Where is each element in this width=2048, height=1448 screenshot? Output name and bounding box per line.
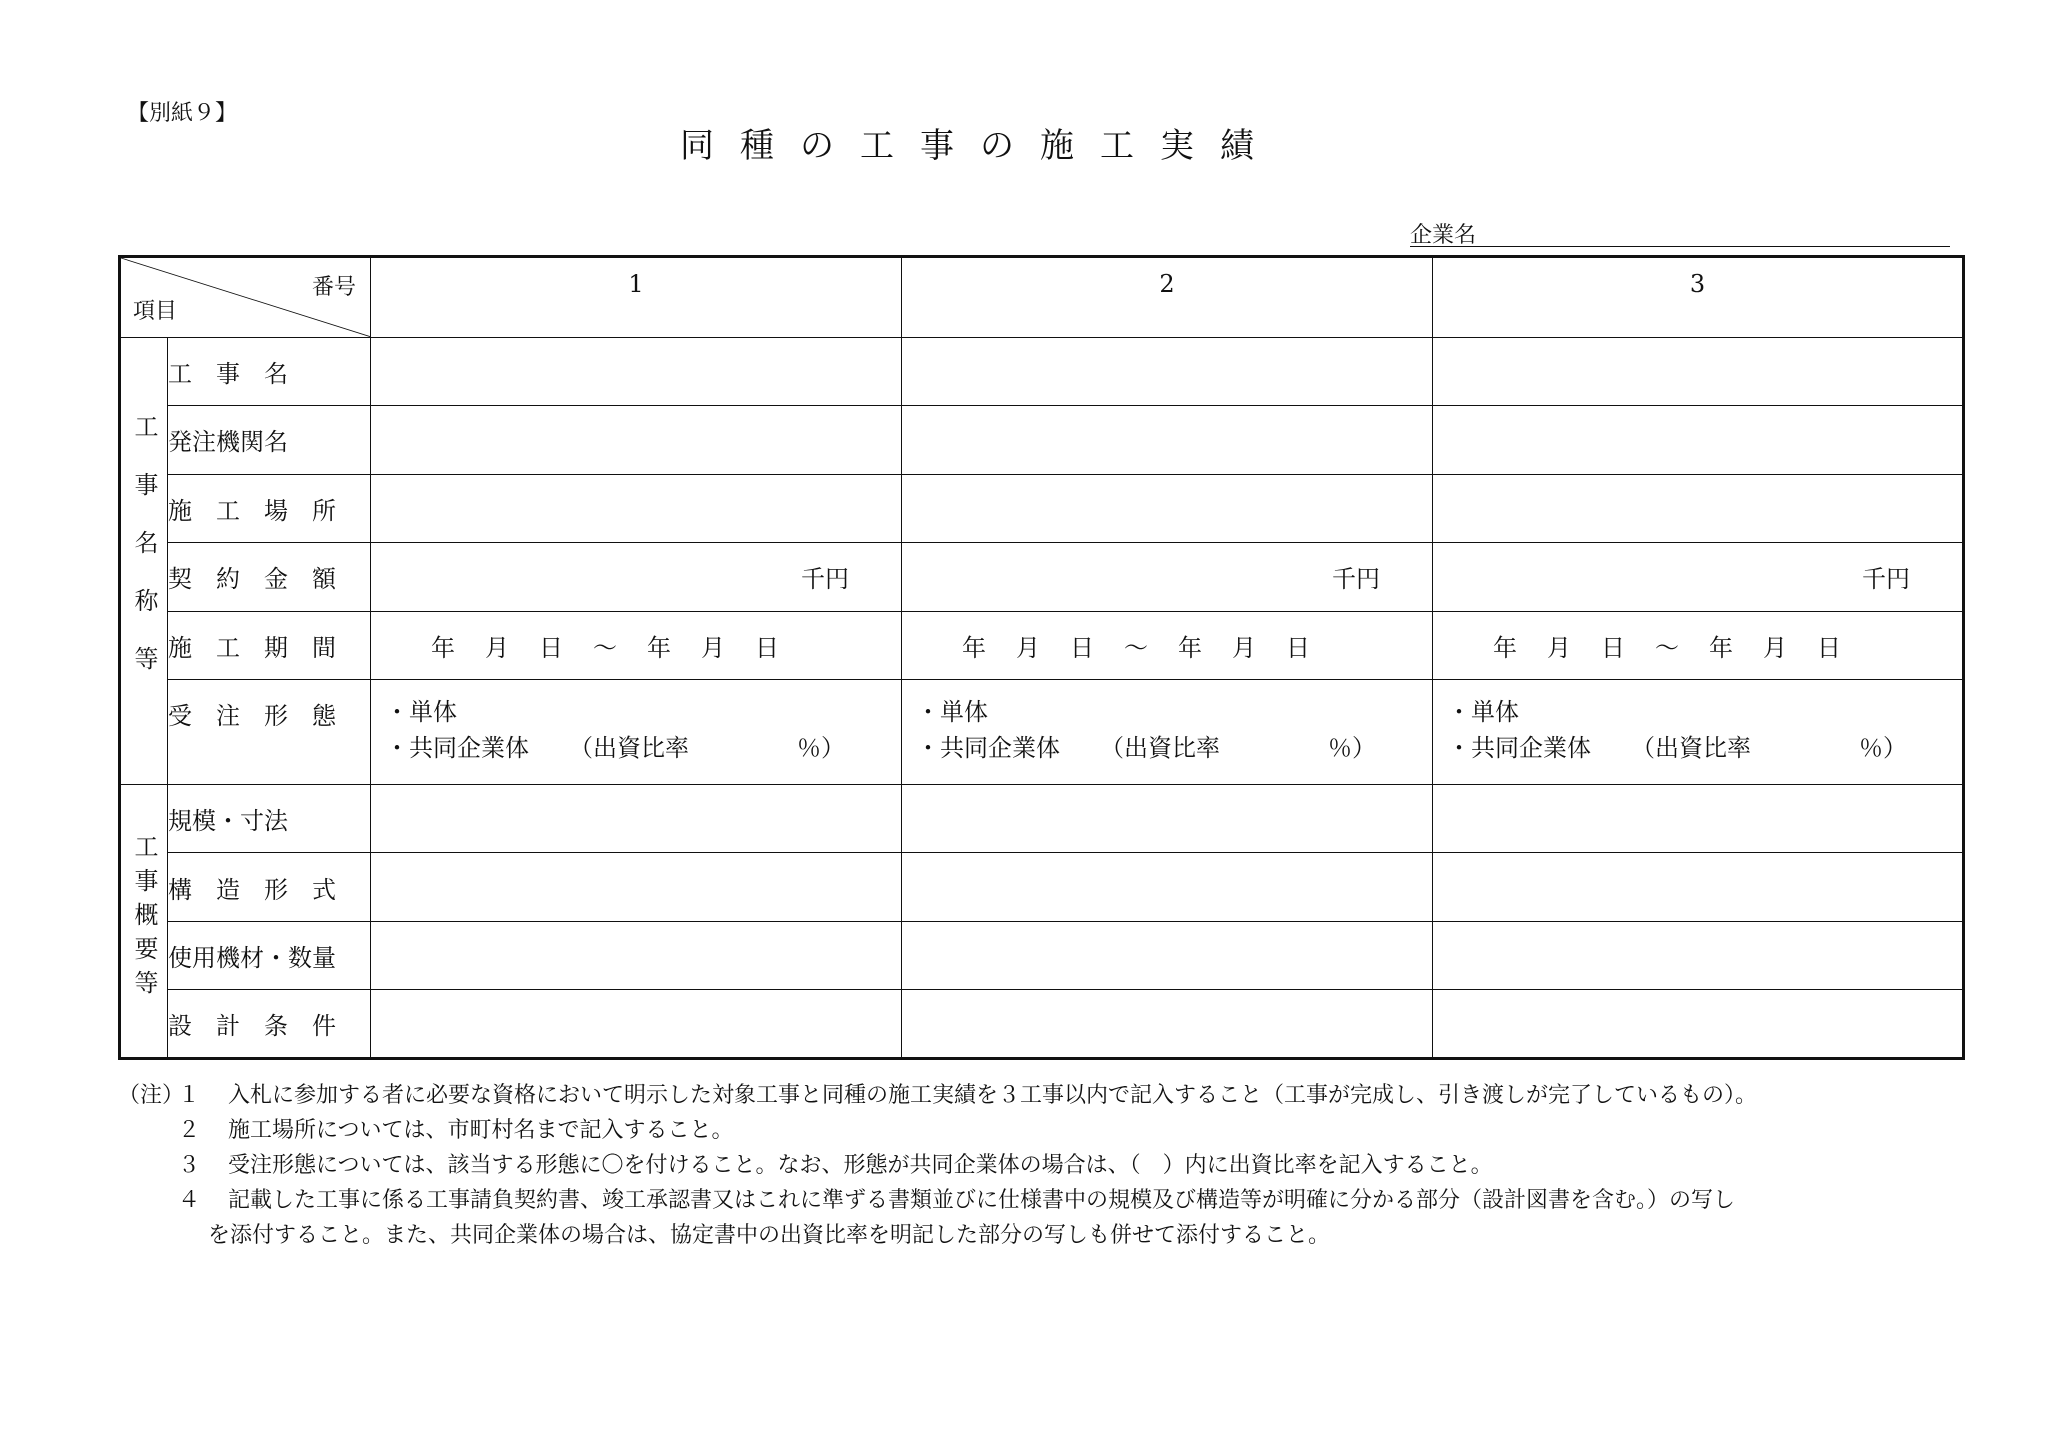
month-label: 月 bbox=[485, 633, 509, 662]
note-number: １ bbox=[178, 1083, 201, 1108]
input-cell[interactable] bbox=[371, 474, 902, 543]
tilde: ～ bbox=[1655, 633, 1679, 662]
amount-cell[interactable] bbox=[371, 543, 902, 612]
corner-item-label: 項目 bbox=[133, 298, 178, 324]
input-cell[interactable] bbox=[1433, 337, 1964, 406]
note-4 bbox=[118, 1183, 1978, 1218]
input-cell[interactable] bbox=[1433, 406, 1964, 475]
note-number: ４ bbox=[178, 1188, 201, 1213]
month-label: 月 bbox=[1232, 633, 1256, 662]
page-title: 同種の工事の施工実績 bbox=[680, 126, 1280, 166]
year-label: 年 bbox=[431, 633, 455, 662]
ratio-close: ％） bbox=[1859, 734, 1907, 763]
row-construction-name bbox=[120, 337, 1964, 406]
input-cell[interactable] bbox=[902, 784, 1433, 853]
row-location bbox=[120, 474, 1964, 543]
input-cell[interactable] bbox=[902, 921, 1433, 990]
company-name-label: 企業名 bbox=[1410, 223, 1477, 248]
item-label-structure: 構 造 形 式 bbox=[168, 853, 371, 922]
row-scale bbox=[120, 784, 1964, 853]
note-4-continuation: を添付すること。また、共同企業体の場合は、協定書中の出資比率を明記した部分の写しも併せて添付すること。 bbox=[208, 1223, 1331, 1248]
month-label: 月 bbox=[701, 633, 725, 662]
amount-unit: 千円 bbox=[801, 565, 849, 594]
ratio-close: ％） bbox=[797, 734, 845, 763]
item-label-design-conditions: 設 計 条 件 bbox=[168, 990, 371, 1059]
ratio-open: （出資比率 bbox=[569, 734, 689, 763]
column-number-2: 2 bbox=[902, 257, 1433, 338]
day-label: 日 bbox=[1070, 633, 1094, 662]
note-number: ２ bbox=[178, 1118, 201, 1143]
year-label: 年 bbox=[1493, 633, 1517, 662]
item-label-order-form: 受 注 形 態 bbox=[168, 680, 371, 785]
amount-unit: 千円 bbox=[1332, 565, 1380, 594]
group-label-overview bbox=[120, 784, 168, 1058]
row-contract-amount bbox=[120, 543, 1964, 612]
header-row bbox=[120, 257, 1964, 338]
joint-option[interactable]: ・共同企業体 bbox=[1447, 734, 1591, 763]
input-cell[interactable] bbox=[371, 853, 902, 922]
joint-option[interactable]: ・共同企業体 bbox=[385, 734, 529, 763]
input-cell[interactable] bbox=[1433, 784, 1964, 853]
joint-option[interactable]: ・共同企業体 bbox=[916, 734, 1060, 763]
single-option[interactable]: ・単体 bbox=[385, 698, 457, 727]
note-text: 施工場所については、市町村名まで記入すること。 bbox=[228, 1118, 734, 1143]
input-cell[interactable] bbox=[371, 921, 902, 990]
single-option[interactable]: ・単体 bbox=[916, 698, 988, 727]
column-number-3: 3 bbox=[1433, 257, 1964, 338]
row-period bbox=[120, 611, 1964, 680]
ratio-close: ％） bbox=[1328, 734, 1376, 763]
input-cell[interactable] bbox=[371, 990, 902, 1059]
note-text: 記載した工事に係る工事請負契約書、竣工承認書又はこれに準ずる書類並びに仕様書中の規模及び構造等が明確に分かる部分（設計図書を含む。）の写し bbox=[228, 1188, 1736, 1213]
month-label: 月 bbox=[1547, 633, 1571, 662]
period-cell[interactable] bbox=[371, 611, 902, 680]
row-orderer bbox=[120, 406, 1964, 475]
input-cell[interactable] bbox=[1433, 921, 1964, 990]
period-cell[interactable] bbox=[1433, 611, 1964, 680]
notes bbox=[118, 1078, 1978, 1253]
row-design-conditions bbox=[120, 990, 1964, 1059]
year-label: 年 bbox=[1709, 633, 1733, 662]
input-cell[interactable] bbox=[371, 337, 902, 406]
input-cell[interactable] bbox=[902, 990, 1433, 1059]
order-form-cell[interactable] bbox=[371, 680, 902, 785]
year-label: 年 bbox=[647, 633, 671, 662]
month-label: 月 bbox=[1016, 633, 1040, 662]
amount-cell[interactable] bbox=[902, 543, 1433, 612]
amount-cell[interactable] bbox=[1433, 543, 1964, 612]
column-number-1: 1 bbox=[371, 257, 902, 338]
tilde: ～ bbox=[593, 633, 617, 662]
performance-table bbox=[118, 255, 1965, 1060]
row-order-form bbox=[120, 680, 1964, 785]
input-cell[interactable] bbox=[1433, 853, 1964, 922]
input-cell[interactable] bbox=[1433, 990, 1964, 1059]
item-label-location: 施 工 場 所 bbox=[168, 474, 371, 543]
tilde: ～ bbox=[1124, 633, 1148, 662]
item-label-materials: 使用機材・数量 bbox=[168, 921, 371, 990]
note-1 bbox=[118, 1078, 1978, 1113]
note-3 bbox=[118, 1148, 1978, 1183]
day-label: 日 bbox=[1817, 633, 1841, 662]
row-materials bbox=[120, 921, 1964, 990]
row-structure bbox=[120, 853, 1964, 922]
note-number: ３ bbox=[178, 1153, 201, 1178]
day-label: 日 bbox=[539, 633, 563, 662]
item-label-contract-amount: 契 約 金 額 bbox=[168, 543, 371, 612]
input-cell[interactable] bbox=[902, 406, 1433, 475]
company-name-field[interactable] bbox=[1410, 218, 1950, 247]
year-label: 年 bbox=[962, 633, 986, 662]
input-cell[interactable] bbox=[902, 474, 1433, 543]
note-2 bbox=[118, 1113, 1978, 1148]
year-label: 年 bbox=[1178, 633, 1202, 662]
ratio-open: （出資比率 bbox=[1631, 734, 1751, 763]
input-cell[interactable] bbox=[1433, 474, 1964, 543]
order-form-cell[interactable] bbox=[1433, 680, 1964, 785]
group-label-construction bbox=[120, 337, 168, 784]
note-text: 入札に参加する者に必要な資格において明示した対象工事と同種の施工実績を３工事以内で記入すること（工事が完成し、引き渡しが完了しているもの）。 bbox=[228, 1083, 1758, 1108]
corner-cell bbox=[120, 257, 371, 338]
attachment-label: 【別紙９】 bbox=[127, 101, 238, 126]
day-label: 日 bbox=[1286, 633, 1310, 662]
item-label-scale: 規模・寸法 bbox=[168, 784, 371, 853]
day-label: 日 bbox=[755, 633, 779, 662]
single-option[interactable]: ・単体 bbox=[1447, 698, 1519, 727]
item-label-orderer: 発注機関名 bbox=[168, 406, 371, 475]
input-cell[interactable] bbox=[902, 853, 1433, 922]
input-cell[interactable] bbox=[371, 406, 902, 475]
item-label-period: 施 工 期 間 bbox=[168, 611, 371, 680]
day-label: 日 bbox=[1601, 633, 1625, 662]
order-form-cell[interactable] bbox=[902, 680, 1433, 785]
corner-number-label: 番号 bbox=[311, 275, 356, 300]
input-cell[interactable] bbox=[902, 337, 1433, 406]
input-cell[interactable] bbox=[371, 784, 902, 853]
group-label-text: 工事名称等 bbox=[130, 413, 158, 704]
period-cell[interactable] bbox=[902, 611, 1433, 680]
group-label-text: 工事概要等 bbox=[130, 833, 158, 1004]
note-text: 受注形態については、該当する形態に〇を付けること。なお、形態が共同企業体の場合は、（ ）内に出資比率を記入すること。 bbox=[228, 1153, 1493, 1178]
ratio-open: （出資比率 bbox=[1100, 734, 1220, 763]
notes-prefix: （注） bbox=[118, 1083, 185, 1108]
amount-unit: 千円 bbox=[1862, 565, 1910, 594]
month-label: 月 bbox=[1763, 633, 1787, 662]
item-label-construction-name: 工 事 名 bbox=[168, 337, 371, 406]
